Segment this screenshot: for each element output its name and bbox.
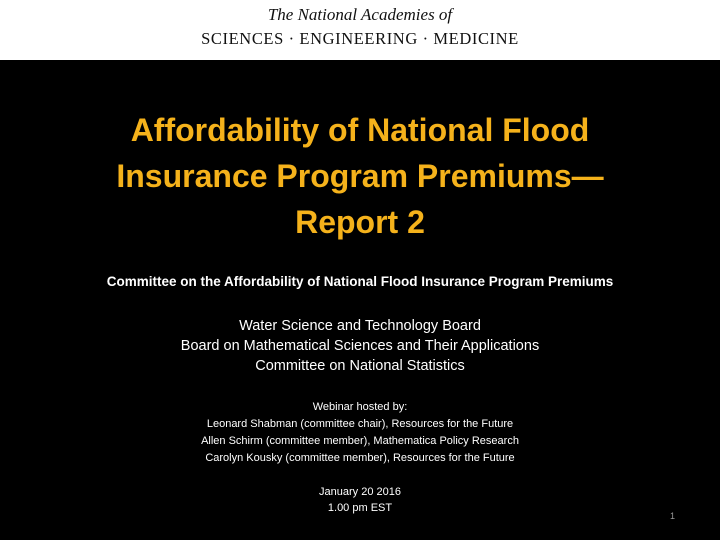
logo-line-1: The National Academies of: [267, 5, 453, 24]
slide-title: [0, 107, 720, 245]
board-item: Committee on National Statistics: [255, 358, 465, 374]
title-line: Report 2: [295, 204, 425, 240]
webinar-hosts: [0, 399, 720, 467]
board-item: Board on Mathematical Sciences and Their Applications: [180, 338, 540, 354]
title-line: Insurance Program Premiums—: [116, 158, 604, 194]
board-item: Water Science and Technology Board: [239, 318, 481, 334]
host-item: Leonard Shabman (committee chair), Resources for the Future: [206, 418, 514, 430]
committee-name: Committee on the Affordability of National Flood Insurance Program Premiums: [106, 274, 614, 289]
host-item: Allen Schirm (committee member), Mathematica Policy Research: [201, 435, 519, 447]
header-banner: [0, 0, 720, 60]
slide-number: 1: [670, 511, 676, 521]
webinar-heading: Webinar hosted by:: [312, 401, 408, 413]
host-item: Carolyn Kousky (committee member), Resources for the Future: [205, 452, 515, 464]
date-time: 1.00 pm EST: [327, 502, 393, 514]
date-day: January 20 2016: [319, 486, 401, 498]
boards-list: [0, 316, 720, 376]
logo-line-2: SCIENCES · ENGINEERING · MEDICINE: [201, 29, 519, 48]
date-block: [0, 484, 720, 516]
title-line: Affordability of National Flood: [130, 112, 590, 148]
